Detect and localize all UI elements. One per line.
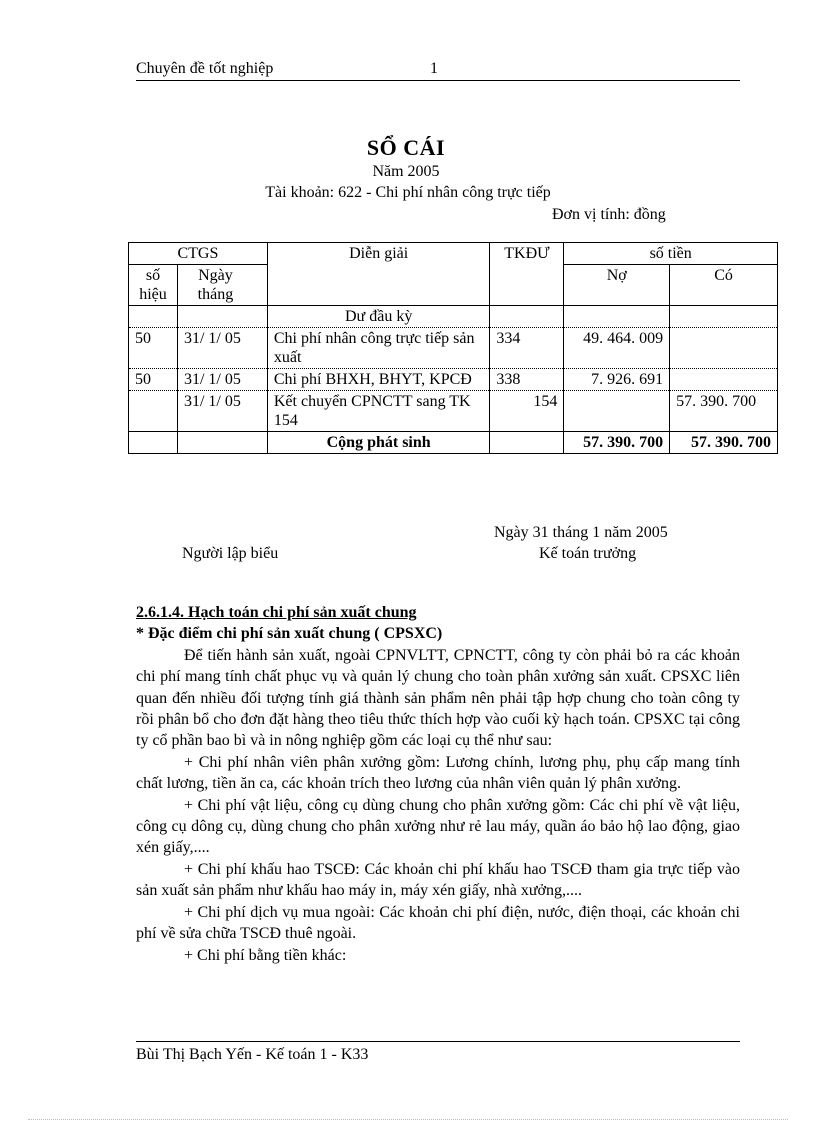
table-row — [129, 391, 778, 432]
col-tkdu: TKĐƯ — [490, 243, 564, 306]
total-co: 57. 390. 700 — [670, 432, 778, 454]
cell-co: 57. 390. 700 — [670, 391, 778, 432]
cell-dien-giai: Chi phí BHXH, BHYT, KPCĐ — [267, 369, 490, 391]
col-no: Nợ — [564, 265, 670, 306]
page-number: 1 — [430, 60, 438, 77]
opening-label: Dư đầu kỳ — [267, 306, 490, 328]
col-ngay-thang: Ngày tháng — [177, 265, 267, 306]
paragraph: Để tiến hành sản xuất, ngoài CPNVLTT, CPNCTT, công ty còn phải bỏ ra các khoản chi phí mang tính chất phục vụ và quản lý chung cho toàn phân xưởng sản xuất. CPSXC liên quan đến nhiều đối tượng tính giá thành sản phẩm nên phải tập hợp chung cho toàn công ty rồi phân bổ cho đơn đặt hàng theo tiêu thức thích hợp vào cuối kỳ hạch toán. CPSXC tại công ty cổ phần bao bì và in nông nghiệp gồm các loại cụ thể như sau: — [136, 646, 740, 750]
table-header-row — [129, 243, 778, 265]
cell-no: 49. 464. 009 — [564, 328, 670, 369]
cell-tkdu: 154 — [490, 391, 564, 432]
header-title: Chuyên đề tốt nghiệp — [136, 60, 274, 77]
cell-ngay: 31/ 1/ 05 — [177, 369, 267, 391]
total-no: 57. 390. 700 — [564, 432, 670, 454]
ledger-unit: Đơn vị tính: đồng — [552, 206, 666, 223]
table-row-opening — [129, 306, 778, 328]
cell-dien-giai: Chi phí nhân công trực tiếp sản xuất — [267, 328, 490, 369]
col-ctgs: CTGS — [129, 243, 268, 265]
ledger-title: SỔ CÁI — [366, 135, 446, 160]
page-header — [136, 58, 740, 81]
paragraph: + Chi phí khấu hao TSCĐ: Các khoản chi phí khấu hao TSCĐ tham gia trực tiếp vào sản xuất sản phẩm như khấu hao máy in, máy xén giấy, nhà xưởng,.... — [136, 860, 740, 900]
col-dien-giai: Diễn giải — [267, 243, 490, 306]
cell-so-hieu — [129, 391, 178, 432]
section-subheading: * Đặc điểm chi phí sản xuất chung ( CPSXC) — [136, 625, 443, 643]
table-row — [129, 328, 778, 369]
cell-no — [564, 391, 670, 432]
cell-dien-giai: Kết chuyển CPNCTT sang TK 154 — [267, 391, 490, 432]
ledger-account: Tài khoản: 622 - Chi phí nhân công trực tiếp — [265, 184, 551, 201]
paragraph: + Chi phí nhân viên phân xưởng gồm: Lương chính, lương phụ, phụ cấp mang tính chất lương, tiền ăn ca, các khoản trích theo lương của nhân viên quản lý phân xưởng. — [136, 753, 740, 793]
paragraph: + Chi phí dịch vụ mua ngoài: Các khoản chi phí điện, nước, điện thoại, các khoản chi phí về sửa chữa TSCĐ thuê ngoài. — [136, 903, 740, 943]
cell-co — [670, 369, 778, 391]
paragraph: + Chi phí bằng tiền khác: — [184, 946, 347, 964]
cell-so-hieu: 50 — [129, 328, 178, 369]
section-body — [136, 602, 740, 966]
signature-chief-accountant: Kế toán trưởng — [539, 545, 637, 562]
paragraph: + Chi phí vật liệu, công cụ dùng chung cho phân xưởng gồm: Các chi phí về vật liệu, công cụ dông cụ, dùng chung cho phân xưởng như rẻ lau máy, quần áo bảo hộ lao động, giao xén giấy,.... — [136, 796, 740, 857]
signature-preparer: Người lập biểu — [182, 545, 279, 562]
cell-ngay: 31/ 1/ 05 — [177, 328, 267, 369]
col-so-hieu: số hiệu — [129, 265, 178, 306]
cell-no: 7. 926. 691 — [564, 369, 670, 391]
cell-so-hieu: 50 — [129, 369, 178, 391]
cell-tkdu: 338 — [490, 369, 564, 391]
col-so-tien: số tiền — [564, 243, 778, 265]
table-row-total — [129, 432, 778, 454]
page-footer: Bùi Thị Bạch Yến - Kế toán 1 - K33 — [136, 1041, 740, 1064]
total-label: Cộng phát sinh — [267, 432, 490, 454]
signature-date: Ngày 31 tháng 1 năm 2005 — [494, 524, 668, 541]
cell-ngay: 31/ 1/ 05 — [177, 391, 267, 432]
ledger-table — [128, 242, 778, 454]
col-co: Có — [670, 265, 778, 306]
cell-co — [670, 328, 778, 369]
cell-tkdu: 334 — [490, 328, 564, 369]
ledger-year: Năm 2005 — [372, 163, 440, 180]
section-heading: 2.6.1.4. Hạch toán chi phí sản xuất chung — [136, 604, 417, 621]
table-row — [129, 369, 778, 391]
page-edge-divider — [28, 1119, 788, 1120]
